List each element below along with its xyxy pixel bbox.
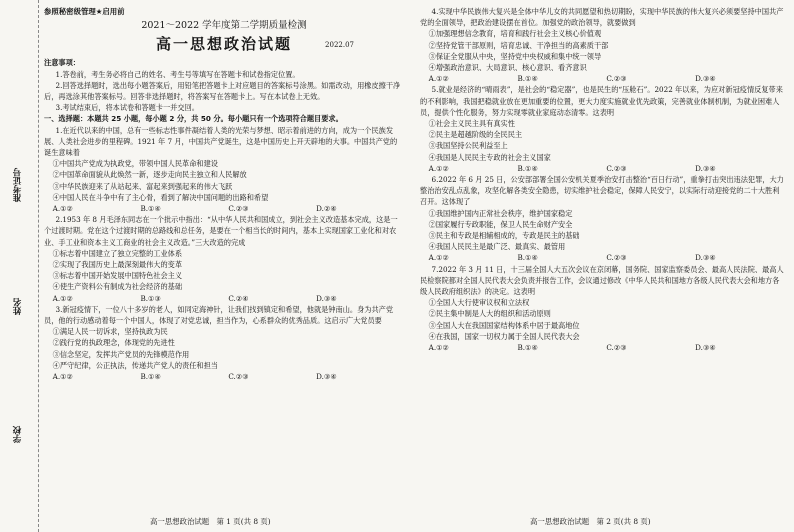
confidential-label: 参照秘密级管理★启用前: [44, 7, 125, 16]
answer-choice: A.①②: [428, 343, 449, 353]
answer-choices: [420, 342, 784, 353]
answer-choice: A.①②: [428, 74, 449, 84]
answer-choice: C.②③: [228, 204, 249, 214]
answer-choice: B.①④: [517, 253, 538, 263]
statement-option: ①标志着中国建立了独立完整的工业体系: [52, 248, 183, 258]
statement-option: ①满足人民一切诉求，坚持执政为民: [52, 327, 168, 337]
answer-choice: B.①④: [517, 163, 538, 173]
answer-choices: [420, 73, 784, 84]
question: [420, 264, 784, 354]
statement-option: ①我国维护国内正常社会秩序，维护国家稳定: [428, 208, 573, 218]
answer-choices: [420, 163, 784, 174]
question-stem: 7.2022 年 3 月 11 日，十三届全国人大五次会议在京闭幕，国务院、国家监察委员会、最高人民法院、最高人民检察院都对全国人民代表大会负责并报告工作，会议通过修改《中华人民共和国地方各级人民代表大会和地方各级人民政府组织法》的决定。这表明: [420, 264, 784, 297]
school-label: 学校: [13, 426, 23, 443]
statement-option: ②践行党的执政理念，体现党的先进性: [52, 338, 175, 348]
statement-option: ③信念坚定，发挥共产党员的先锋模范作用: [52, 349, 190, 359]
answer-choice: B.①④: [517, 74, 538, 84]
page-2: [420, 6, 784, 353]
statement-option: ①社会主义民主具有真实性: [428, 119, 515, 129]
answer-choices: [44, 293, 404, 304]
statement-option: ④在我国，国家一切权力属于全国人民代表大会: [428, 331, 580, 341]
statement-option: ②中国革命面貌从此焕然一新，逐步走向民主独立和人民解放: [52, 170, 247, 180]
statement-option: ②坚持党管干部原则，培育忠诚、干净担当的高素质干部: [428, 40, 609, 50]
answer-choice: C.②③: [606, 343, 627, 353]
answer-choice: B.①④: [140, 372, 161, 382]
answer-choice: D.③④: [316, 372, 337, 382]
question-stem: 1.在近代以来的中国，总有一些标志性事件凝结着人类的光荣与梦想、昭示着前进的方向，成为一个民族发展、人类社会进步的里程碑。1921 年 7 月，中国共产党诞生，这是中国历史上开天辟地的大事。中国共产党的诞生意味着: [44, 125, 398, 158]
note-item: 2.回答选择题时，选出每小题答案后，用铅笔把答题卡上对应题目的答案标号涂黑。如需改动，用橡皮擦干净后，再选涂其他答案标号。回答非选择题时，将答案写在答题卡上。写在本试卷上无效。: [44, 80, 401, 102]
statement-option: ①中国共产党成为执政党，带领中国人民革命和建设: [52, 159, 218, 169]
answer-choice: D.③④: [695, 74, 716, 84]
statement-option: ④中国人民在斗争中有了主心骨，看到了解决中国问题的出路和希望: [52, 192, 269, 202]
answer-choice: C.②③: [606, 253, 627, 263]
answer-choice: B.①③: [140, 293, 161, 303]
paper-title: 高一思想政治试题: [155, 35, 292, 54]
statement-option: ①加强理想信念教育，培育和践行社会主义核心价值观: [428, 29, 602, 39]
statement-option: ③保证全党服从中央，坚持党中央权威和集中统一领导: [428, 51, 602, 61]
answer-choice: C.②④: [228, 293, 249, 303]
answer-choice: A.①②: [52, 204, 73, 214]
answer-choice: B.①④: [140, 204, 161, 214]
page-footer: 高一思想政治试题 第 2 页(共 8 页): [530, 517, 651, 526]
statement-option: ②民主是超越阶级的全民民主: [428, 130, 523, 140]
answer-choice: D.③④: [316, 293, 337, 303]
question-stem: 3.新冠疫情下，一位八十多岁的老人，如同定海神针，让我们找到镇定和希望，他就是钟南山。身为共产党员，他的行动感动着每一个中国人，体现了对党忠诚，担当作为，心系群众的优秀品质。这启示广大党员要: [44, 304, 394, 326]
statement-option: ④增强政治意识、大局意识、核心意识、看齐意识: [428, 63, 587, 73]
note-item: 1.答卷前，考生务必将自己的姓名、考生号等填写在答题卡和试卷指定位置。: [55, 69, 300, 79]
answer-choice: A.①②: [428, 163, 449, 173]
statement-option: ④我国人民民主是最广泛、最真实、最管用: [428, 242, 566, 252]
statement-option: ③全国人大在我国国家结构体系中居于最高地位: [428, 320, 580, 330]
question-stem: 6.2022 年 6 月 25 日，公安部部署全国公安机关夏季治安打击整治“百日行动”，重拳打击突出违法犯罪，大力整治治安乱点乱象，攻坚化解各类安全隐患，切实维护社会稳定，保障人民安宁，以实际行动迎接党的二十大胜利召开。这体现了: [420, 175, 784, 207]
exam-date: 2022.07: [325, 41, 354, 50]
statement-option: ④严守纪律，公正执法，传递共产党人的责任和担当: [52, 360, 218, 370]
answer-choice: C.②③: [606, 163, 627, 173]
statement-option: ③我国坚持公民利益至上: [428, 141, 508, 151]
statement-option: ②实现了我国历史上最深刻最伟大的变革: [52, 260, 183, 270]
statement-option: ③民主和专政是相辅相成的，专政是民主的基础: [428, 231, 580, 241]
notes-heading: 注意事项：: [44, 58, 80, 68]
question-stem: 5.就业是经济的“晴雨表”，是社会的“稳定器”，也是民生的“压舱石”。2022 年以来，为应对新冠疫情反复带来的不利影响，我国把稳就业放在更加重要的位置，更大力度实施就业优先政策，完善就业体制机制，为就业困难人员，提供个性化服务，努力实现零就业家庭动态清零。这表明: [420, 85, 783, 117]
statement-option: ③中华民族迎来了从站起来、富起来到强起来的伟大飞跃: [52, 181, 233, 191]
answer-choices: [44, 371, 404, 382]
question: [44, 214, 404, 304]
exam-title: 2021～2022 学年度第二学期质量检测: [141, 20, 307, 32]
statement-option: ③标志着中国开始发展中国特色社会主义: [52, 271, 183, 281]
answer-choice: C.②③: [606, 74, 627, 84]
statement-option: ④使生产资料公有制成为社会经济的基础: [52, 282, 183, 292]
question: [420, 174, 784, 264]
answer-choice: D.③④: [695, 253, 716, 263]
question: [44, 304, 404, 382]
statement-option: ④我国是人民民主专政的社会主义国家: [428, 152, 551, 162]
answer-choices: [44, 203, 404, 214]
statement-option: ②民主集中制是人大的组织和活动原则: [428, 309, 551, 319]
statement-option: ②国家履行专政职能，保卫人民生命财产安全: [428, 219, 573, 229]
page-1: [44, 6, 404, 382]
name-label: 姓名: [13, 298, 23, 315]
question: [420, 84, 784, 174]
binding-margin: [0, 0, 39, 532]
question-stem: 2.1953 年 8 月毛泽东同志在一个批示中指出：“从中华人民共和国成立，到社会主义改造基本完成，这是一个过渡时期。党在这个过渡时期的总路线和总任务，是要在一个相当长的时间内，基本上实现国家工业化和对农业、手工业和资本主义工商业的社会主义改造。”三大改造的完成: [44, 215, 398, 247]
section-heading: 一、选择题：本题共 25 小题，每小题 2 分，共 50 分。每小题只有一个选项符合题目要求。: [44, 114, 343, 124]
question: [420, 6, 784, 84]
answer-choices: [420, 252, 784, 263]
page-footer: 高一思想政治试题 第 1 页(共 8 页): [150, 517, 271, 526]
note-item: 3.考试结束后，将本试卷和答题卡一并交回。: [55, 103, 199, 113]
answer-choice: B.①④: [517, 343, 538, 353]
answer-choice: D.③④: [695, 343, 716, 353]
answer-choice: A.①②: [52, 293, 73, 303]
answer-choice: D.②④: [316, 204, 337, 214]
answer-choice: C.②③: [228, 372, 249, 382]
answer-choice: A.①②: [428, 253, 449, 263]
statement-option: ①全国人大行使审议权和立法权: [428, 298, 530, 308]
exam-number-label: 准考证号: [13, 168, 23, 202]
question-stem: 4.实现中华民族伟大复兴是全体中华儿女的共同愿望和热切期盼，实现中华民族的伟大复兴必须要坚持中国共产党的全面领导，把政治建设摆在首位。加强党的政治领导，就要做到: [420, 7, 784, 28]
question: [44, 125, 404, 215]
answer-choice: A.①②: [52, 372, 73, 382]
answer-choice: D.③④: [695, 163, 716, 173]
